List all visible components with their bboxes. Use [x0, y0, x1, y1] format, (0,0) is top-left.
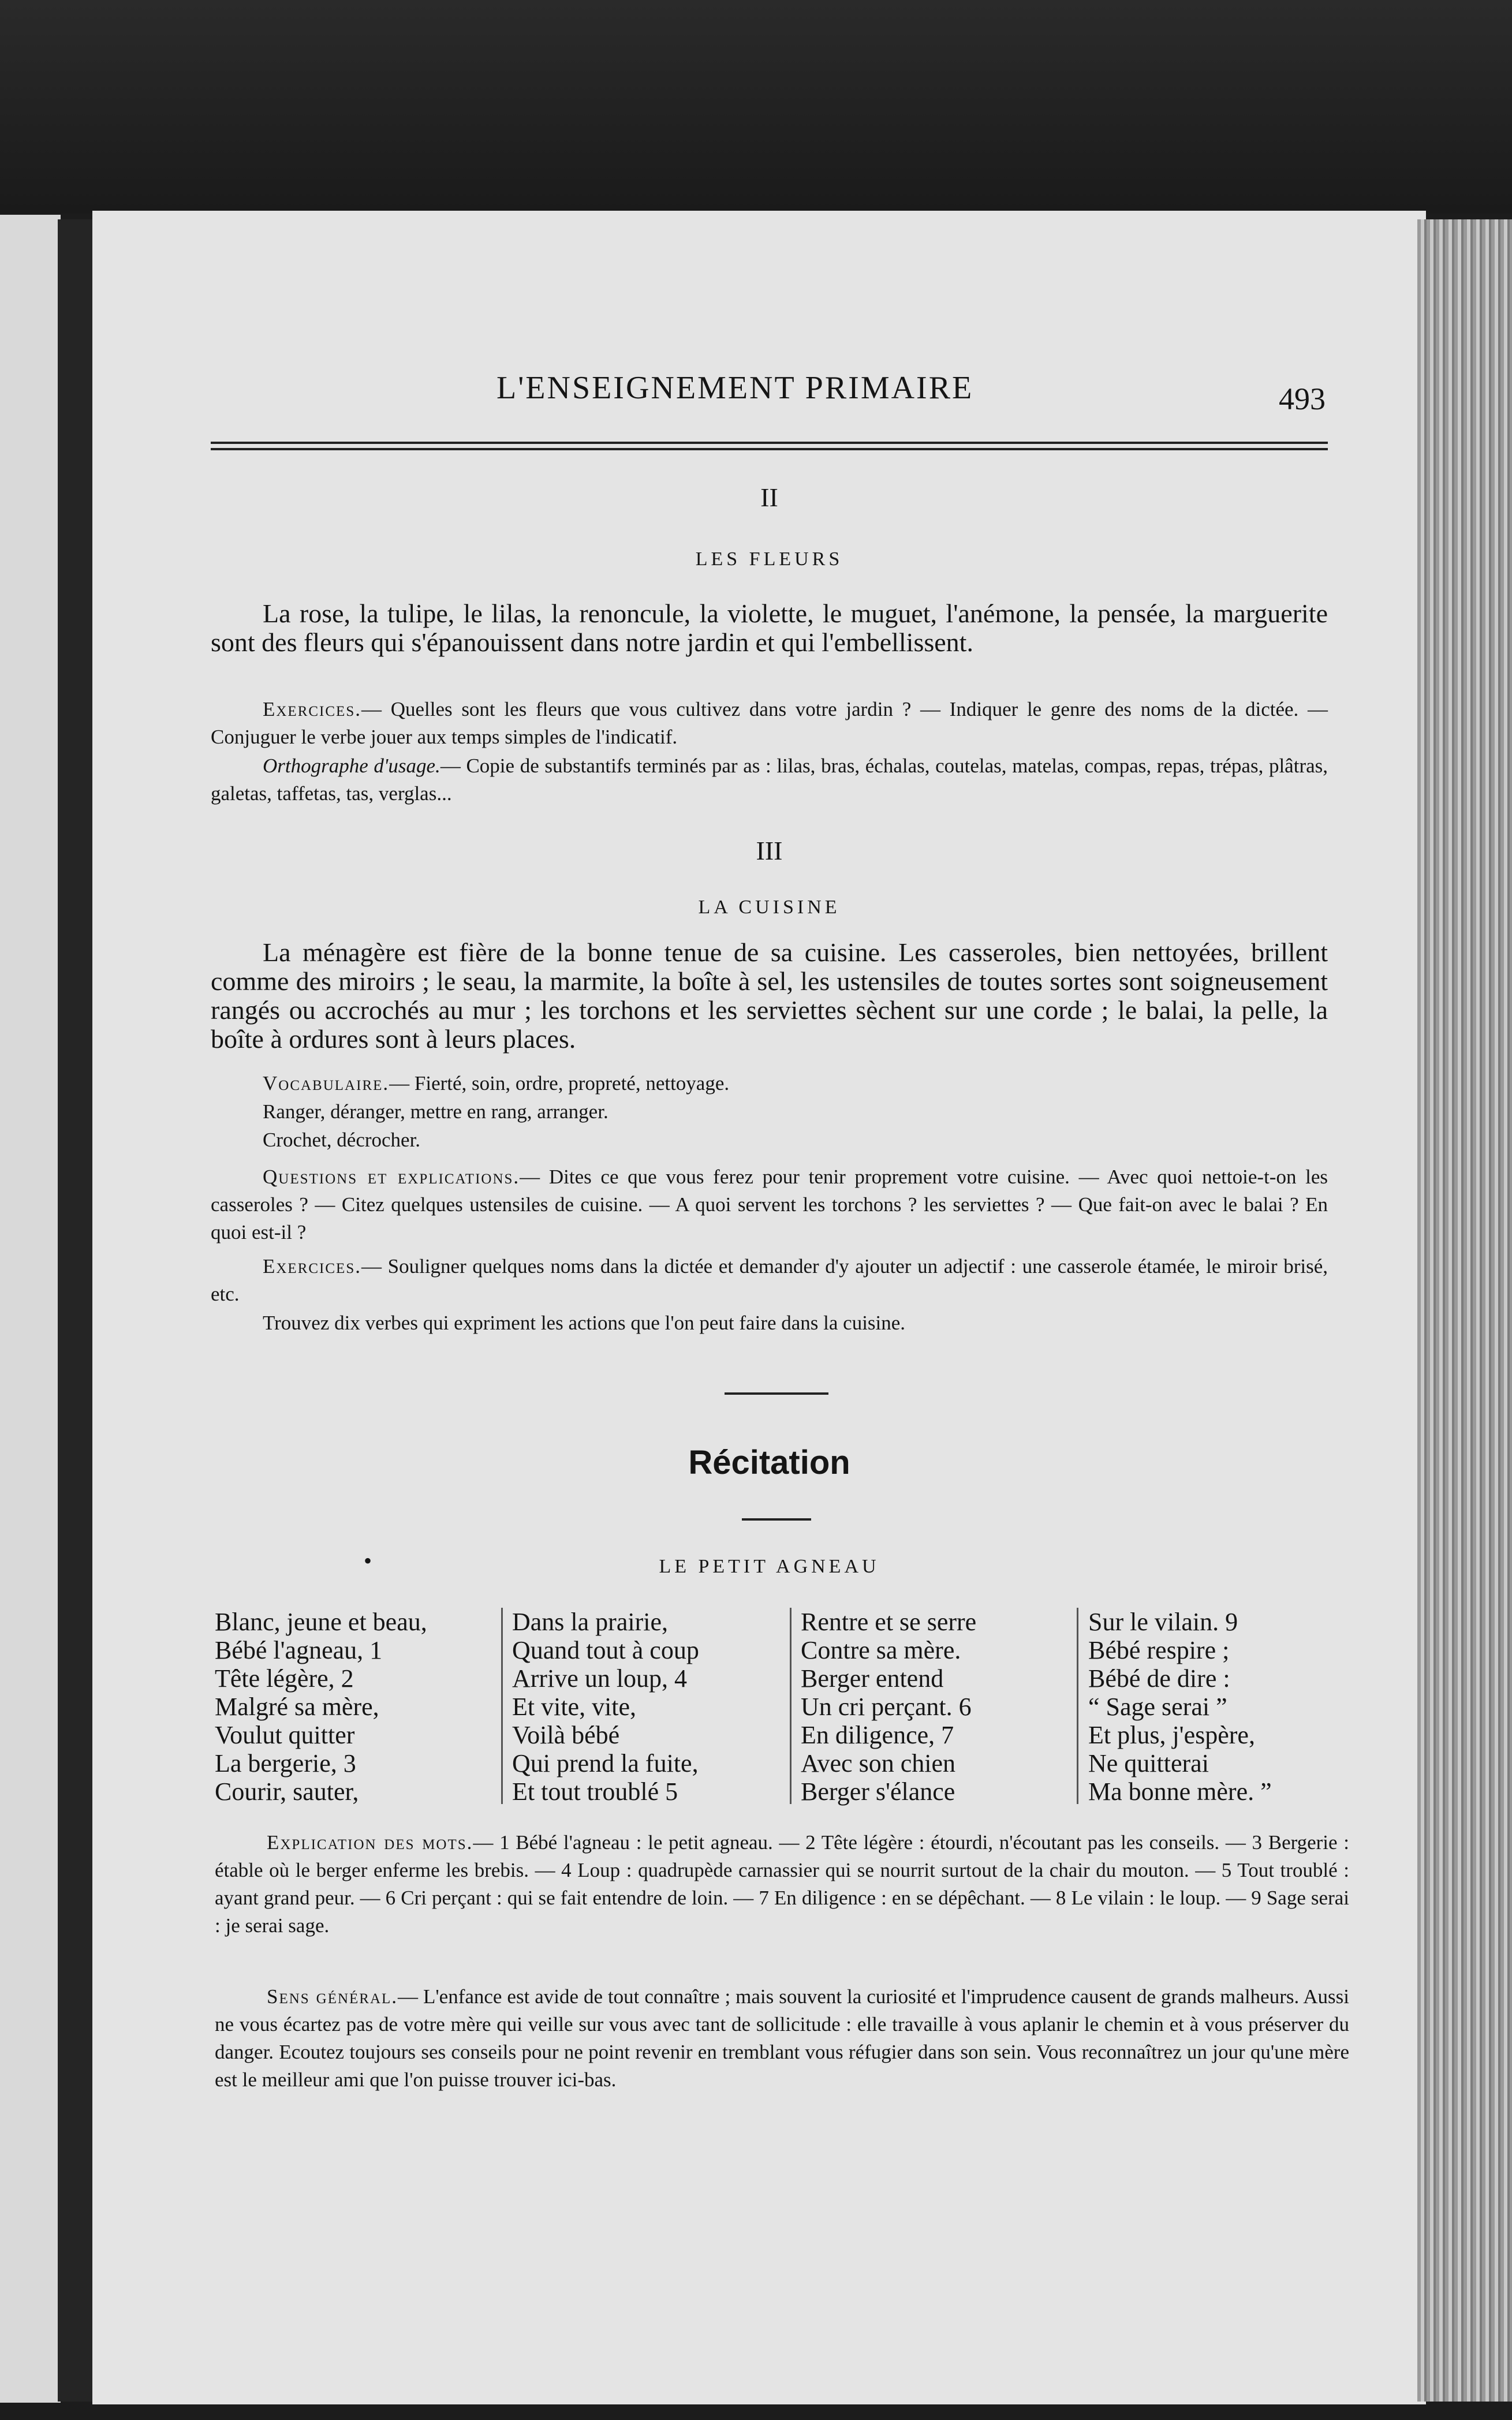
poem-column-4 [1088, 1608, 1272, 1806]
running-title: L'ENSEIGNEMENT PRIMAIRE [496, 370, 974, 406]
questions-label: Questions et explications. [263, 1166, 520, 1188]
vocabulaire-text: — Fierté, soin, ordre, propreté, nettoyage. [389, 1072, 730, 1095]
verse-line: Et plus, j'espère, [1088, 1721, 1255, 1749]
verse-line: Bébé respire ; [1088, 1636, 1230, 1664]
verse-line: Voulut quitter [215, 1721, 355, 1749]
column-separator [790, 1608, 792, 1804]
verse-line: Sur le vilain. 9 [1088, 1608, 1238, 1636]
dictee-cuisine: La ménagère est fière de la bonne tenue de sa cuisine. Les casseroles, bien nettoyées, brillent comme des miroirs ; le seau, la marmite, la boîte à sel, les ustensiles de toutes sortes sont soigneusement rangés ou accrochés au mur ; les torchons et les serviettes sèchent sur une corde ; le balai, la pelle, la boîte à ordures sont à leurs places. [211, 938, 1328, 1054]
verse-line: Contre sa mère. [801, 1636, 961, 1664]
recitation-heading: Récitation [688, 1444, 850, 1481]
vocabulaire-line-1 [211, 1070, 1328, 1097]
section-title-cuisine: LA CUISINE [698, 897, 841, 918]
sens-general [215, 1983, 1349, 2094]
exercices-text: — Quelles sont les fleurs que vous cultivez dans votre jardin ? — Indiquer le genre des noms de la dictée. — Conjuguer le verbe jouer aux temps simples de l'indicatif. [211, 698, 1328, 748]
exercices-label: Exercices. [263, 698, 361, 720]
poem-column-1 [215, 1608, 427, 1806]
verse-line: Bébé l'agneau, 1 [215, 1636, 383, 1664]
verse-line: Un cri perçant. 6 [801, 1693, 972, 1721]
recitation-underline [742, 1518, 811, 1521]
adjacent-page-edge [0, 215, 61, 2403]
exercices-fleurs [211, 696, 1328, 751]
section-title-fleurs: LES FLEURS [695, 548, 843, 570]
verse-line: Et tout troublé 5 [512, 1777, 678, 1806]
scan-background-top [0, 0, 1512, 214]
header-rule-2 [211, 448, 1328, 450]
exercices-cuisine-line-2: Trouvez dix verbes qui expriment les actions que l'on peut faire dans la cuisine. [263, 1312, 906, 1334]
exercices-cuisine-label: Exercices. [263, 1255, 361, 1278]
exercices-cuisine [211, 1253, 1328, 1308]
verse-line: Berger entend [801, 1664, 944, 1693]
verse-line: Rentre et se serre [801, 1608, 977, 1636]
questions-text: — Dites ce que vous ferez pour tenir proprement votre cuisine. — Avec quoi nettoie-t-on les casseroles ? — Citez quelques ustensiles de cuisine. — A quoi servent les torchons ? les serviettes ? — Que fait-on avec le balai ? En quoi est-il ? [211, 1166, 1328, 1243]
verse-line: Blanc, jeune et beau, [215, 1608, 427, 1636]
explication-label: Explication des mots. [267, 1831, 473, 1854]
sens-text: — L'enfance est avide de tout connaître ; mais souvent la curiosité et l'imprudence causent de grands malheurs. Aussi ne vous écartez pas de votre mère qui veille sur vous avec tant de sollicitude : elle travaille à vous aplanir le chemin et à vous préserver du danger. Ecoutez toujours ses conseils pour ne point revenir en tremblant vous réfugier dans son sein. Vous reconnaîtrez un jour qu'une mère est le meilleur ami que l'on puisse trouver ici-bas. [215, 1985, 1349, 2091]
poem-column-3 [801, 1608, 976, 1806]
verse-line: La bergerie, 3 [215, 1749, 356, 1777]
divider-rule [725, 1392, 828, 1395]
orthographe-label: Orthographe d'usage. [263, 755, 440, 777]
verse-line: Arrive un loup, 4 [512, 1664, 688, 1693]
vocabulaire-line-3: Crochet, décrocher. [263, 1129, 421, 1151]
header-rule [211, 442, 1328, 444]
column-separator [501, 1608, 503, 1804]
explication-des-mots [215, 1829, 1349, 1940]
verse-line: Voilà bébé [512, 1721, 620, 1749]
vocabulaire-line-2: Ranger, déranger, mettre en rang, arranger. [263, 1100, 608, 1123]
verse-line: En diligence, 7 [801, 1721, 954, 1749]
verse-line: Et vite, vite, [512, 1693, 637, 1721]
exercices-cuisine-text: — Souligner quelques noms dans la dictée et demander d'y ajouter un adjectif : une casserole étamée, le miroir brisé, etc. [211, 1255, 1328, 1305]
sens-label: Sens général. [267, 1985, 398, 2008]
verse-line: Ne quitterai [1088, 1749, 1209, 1777]
verse-line: Ma bonne mère. ” [1088, 1777, 1272, 1806]
poem-column-2 [512, 1608, 699, 1806]
verse-line: Bébé de dire : [1088, 1664, 1230, 1693]
verse-line: “ Sage serai ” [1088, 1693, 1227, 1721]
verse-line: Berger s'élance [801, 1777, 955, 1806]
page-stack-edge [1417, 219, 1512, 2402]
verse-line: Avec son chien [801, 1749, 955, 1777]
vocabulaire-label: Vocabulaire. [263, 1072, 390, 1095]
poem-title: LE PETIT AGNEAU [659, 1556, 880, 1577]
verse-line: Courir, sauter, [215, 1777, 359, 1806]
section-number-2: II [760, 483, 778, 512]
page-number: 493 [1279, 382, 1326, 416]
verse-line: Dans la prairie, [512, 1608, 668, 1636]
stray-dot: • [364, 1548, 372, 1574]
verse-line: Tête légère, 2 [215, 1664, 354, 1693]
book-gutter [58, 219, 92, 2402]
orthographe-usage [211, 752, 1328, 808]
verse-line: Malgré sa mère, [215, 1693, 379, 1721]
verse-line: Qui prend la fuite, [512, 1749, 699, 1777]
orthographe-text: — Copie de substantifs terminés par as : lilas, bras, échalas, coutelas, matelas, compas, repas, trépas, plâtras, galetas, taffetas, tas, verglas... [211, 755, 1328, 805]
explication-text: — 1 Bébé l'agneau : le petit agneau. — 2 Tête légère : étourdi, n'écoutant pas les conseils. — 3 Bergerie : étable où le berger enferme les brebis. — 4 Loup : quadrupède carnassier qui se nourrit surtout de la chair du mouton. — 5 Tout troublé : ayant grand peur. — 6 Cri perçant : qui se fait entendre de loin. — 7 En diligence : en se dépêchant. — 8 Le vilain : le loup. — 9 Sage serai : je serai sage. [215, 1831, 1349, 1937]
verse-line: Quand tout à coup [512, 1636, 699, 1664]
column-separator [1077, 1608, 1078, 1804]
dictee-fleurs: La rose, la tulipe, le lilas, la renoncule, la violette, le muguet, l'anémone, la pensée, la marguerite sont des fleurs qui s'épanouissent dans notre jardin et qui l'embellissent. [211, 599, 1328, 657]
section-number-3: III [756, 836, 783, 865]
questions-explications [211, 1163, 1328, 1246]
